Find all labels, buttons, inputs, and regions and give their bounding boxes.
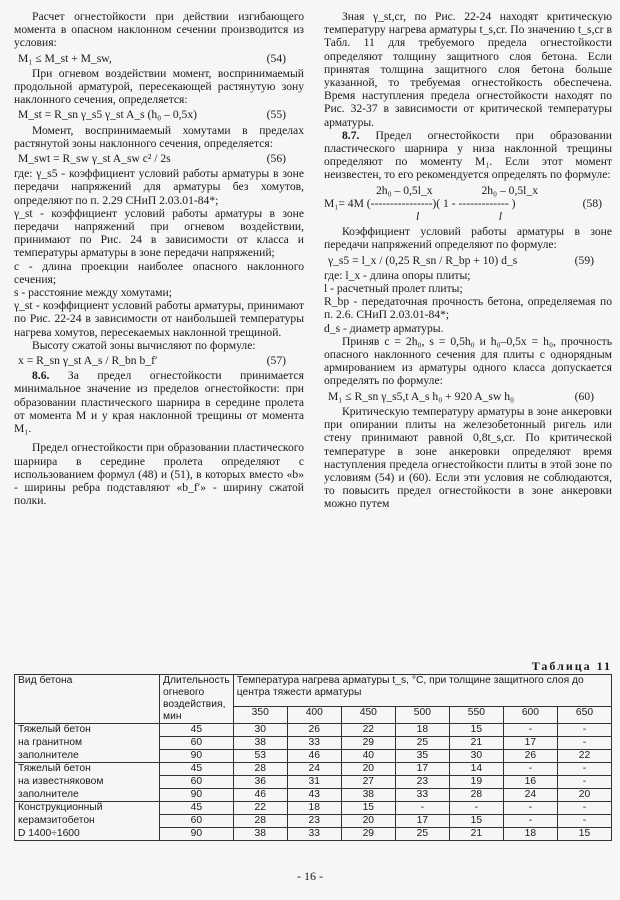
- table-cell: 29: [341, 737, 395, 750]
- table-row: [15, 815, 612, 828]
- formula-57: x = R_sn γ_st A_s / R_bn b_f′ (57): [18, 354, 286, 368]
- table-cell: 17: [395, 815, 449, 828]
- table-cell: 45: [160, 724, 234, 737]
- right-column: [324, 10, 612, 511]
- table-cell: 45: [160, 802, 234, 815]
- table-cell: 27: [341, 776, 395, 789]
- table-cell: 15: [341, 802, 395, 815]
- table-cell: 24: [287, 763, 341, 776]
- table-row: [15, 763, 612, 776]
- concrete-type-cell: на гранитном: [15, 737, 160, 750]
- table-cell: -: [503, 802, 557, 815]
- table-cell: 18: [503, 828, 557, 841]
- table-cell: 26: [503, 750, 557, 763]
- paragraph: Критическую температуру арматуры в зоне анкеровки при опирании плиты на железобетонный ригель или стену принимают равной 0,8t_s,cr. По критической температуре в зоне анкеровки определяют время наступления предела огнестойкости плиты в этой зоне по условиям (54) и (60). Если эти условия не соблюдаются, то повысить предел огнестойкости в зоне анкеровки можно путем: [324, 404, 612, 511]
- formula-59: γ_s5 = l_x / (0,25 R_sn / R_bp + 10) d_s (59): [328, 253, 594, 267]
- table-cell: 21: [449, 828, 503, 841]
- table-cell: 20: [341, 763, 395, 776]
- paragraph: γ_st - коэффициент условий работы арматуры в зоне передачи напряжений при огневом воздействии, принимают по Рис. 24 в зависимости от класса и температуры арматуры в зоне передачи напряжений;: [14, 206, 304, 260]
- column-header-thickness: 450: [341, 707, 395, 724]
- table-cell: 35: [395, 750, 449, 763]
- column-header-thickness: 500: [395, 707, 449, 724]
- table-header-row: [15, 675, 612, 707]
- paragraph: d_s - диаметр арматуры.: [324, 321, 444, 335]
- table-cell: 90: [160, 789, 234, 802]
- concrete-type-cell: Конструкционный: [15, 802, 160, 815]
- table-cell: 15: [557, 828, 611, 841]
- table-cell: -: [395, 802, 449, 815]
- table-cell: -: [449, 802, 503, 815]
- concrete-type-cell: керамзитобетон: [15, 815, 160, 828]
- table-cell: 31: [287, 776, 341, 789]
- table-cell: -: [557, 802, 611, 815]
- paragraph: где: l_x - длина опоры плиты;: [324, 268, 471, 282]
- section-8-7: 8.7. Предел огнестойкости при образовании пластического шарнира у низа наклонной трещины определяют по моменту M₁. Если этот момент неизвестен, то его рекомендуется определять по формуле:: [324, 128, 612, 182]
- column-header-thickness: 550: [449, 707, 503, 724]
- concrete-type-cell: заполнителе: [15, 789, 160, 802]
- table-row: [15, 737, 612, 750]
- table-cell: 22: [233, 802, 287, 815]
- paragraph: Момент, воспринимаемый хомутами в пределах растянутой зоны наклонного сечения, определяется:: [14, 123, 304, 150]
- table-cell: -: [503, 815, 557, 828]
- table-cell: -: [503, 763, 557, 776]
- paragraph: l - расчетный пролет плиты;: [324, 282, 463, 296]
- table-cell: 28: [233, 763, 287, 776]
- concrete-type-cell: Тяжелый бетон: [15, 724, 160, 737]
- table-cell: 14: [449, 763, 503, 776]
- left-column: [14, 10, 304, 507]
- formula-56: M_swt = R_sw γ_st A_sw c² / 2s (56): [18, 152, 286, 166]
- table-cell: -: [557, 815, 611, 828]
- table-cell: 18: [287, 802, 341, 815]
- table-cell: 33: [395, 789, 449, 802]
- table-cell: 20: [557, 789, 611, 802]
- formula-58: 2h₀ – 0,5l_x 2h₀ – 0,5l_x M₁= 4M (----------------)( 1 - ------------- ) (58) l l: [324, 183, 602, 224]
- table-cell: 38: [233, 737, 287, 750]
- table-row: [15, 802, 612, 815]
- table-cell: 45: [160, 763, 234, 776]
- table-cell: -: [503, 724, 557, 737]
- table-cell: 29: [341, 828, 395, 841]
- column-header-thickness: 650: [557, 707, 611, 724]
- column-header-thickness: 400: [287, 707, 341, 724]
- concrete-type-cell: D 1400÷1600: [15, 828, 160, 841]
- formula-55: M_st = R_sn γ_s5 γ_st A_s (h₀ – 0,5x) (55): [18, 108, 286, 122]
- table-cell: 40: [341, 750, 395, 763]
- table-row: [15, 828, 612, 841]
- concrete-type-cell: на известняковом: [15, 776, 160, 789]
- table-cell: 38: [341, 789, 395, 802]
- table-row: [15, 776, 612, 789]
- table-cell: 19: [449, 776, 503, 789]
- table-cell: 43: [287, 789, 341, 802]
- table-cell: 25: [395, 828, 449, 841]
- table-cell: 17: [395, 763, 449, 776]
- table-row: [15, 789, 612, 802]
- table-cell: 90: [160, 828, 234, 841]
- table-cell: 23: [395, 776, 449, 789]
- table-cell: -: [557, 776, 611, 789]
- paragraph: Зная γ_st,cr, по Рис. 22-24 находят критическую температуру нагрева арматуры t_s,cr. По значению t_s,cr в Табл. 11 для требуемого предела огнестойкости определяют толщину защитного слоя бетона. Если принятая толщина защитного слоя бетона больше указанной, то требуемая огнестойкость обеспечена. Время наступления предела огнестойкости находят по Рис. 32-37 в зависимости от критической температуры арматуры.: [324, 10, 612, 129]
- table-cell: 21: [449, 737, 503, 750]
- table-cell: -: [557, 724, 611, 737]
- page-number: - 16 -: [297, 869, 323, 883]
- table-cell: 38: [233, 828, 287, 841]
- column-header-thickness: 350: [233, 707, 287, 724]
- formula-54: M₁ ≤ M_st + M_sw, (54): [18, 51, 286, 65]
- header-cell-duration: Длительность огневого воздействия, мин: [160, 675, 234, 724]
- table-cell: 26: [287, 724, 341, 737]
- table-cell: 30: [449, 750, 503, 763]
- paragraph: Высоту сжатой зоны вычисляют по формуле:: [32, 338, 256, 352]
- table-cell: 15: [449, 815, 503, 828]
- table-cell: 46: [233, 789, 287, 802]
- table-cell: 24: [503, 789, 557, 802]
- table-cell: 60: [160, 776, 234, 789]
- table-cell: 60: [160, 815, 234, 828]
- header-cell-temperature: Температура нагрева арматуры t_s, °C, при толщине защитного слоя до центра тяжести арматуры: [233, 675, 611, 707]
- table-cell: 28: [233, 815, 287, 828]
- paragraph: При огневом воздействии момент, воспринимаемый продольной арматурой, пересекающей растянутую зону наклонного сечения, определяется:: [14, 66, 304, 107]
- table-cell: 18: [395, 724, 449, 737]
- paragraph: s - расстояние между хомутами;: [14, 286, 172, 300]
- table-cell: 16: [503, 776, 557, 789]
- table-cell: 36: [233, 776, 287, 789]
- paragraph: Коэффициент условий работы арматуры в зоне передачи напряжений определяют по формуле:: [324, 225, 612, 252]
- concrete-type-cell: заполнителе: [15, 750, 160, 763]
- header-cell-type: Вид бетона: [15, 675, 160, 724]
- table-cell: 20: [341, 815, 395, 828]
- paragraph: Предел огнестойкости при образовании пластического шарнира в середине пролета определяют с использованием формул (48) и (51), в которых вместо «b» - ширины ребра подставляют «b_f′» - ширину сжатой полки.: [14, 441, 304, 508]
- table-cell: 46: [287, 750, 341, 763]
- table-cell: 33: [287, 737, 341, 750]
- table-cell: 17: [503, 737, 557, 750]
- table-cell: 53: [233, 750, 287, 763]
- section-8-6: 8.6. За предел огнестойкости принимается минимальное значение из пределов огнестойкости: при образовании пластического шарнира в середине пролета от момента M и у края наклонной трещины от момента M₁.: [14, 369, 304, 436]
- paragraph: c - длина проекции наиболее опасного наклонного сечения;: [14, 259, 304, 286]
- paragraph: R_bp - передаточная прочность бетона, определяемая по п. 2.6. СНиП 2.03.01-84*;: [324, 295, 612, 322]
- table-cell: -: [557, 763, 611, 776]
- table-cell: 22: [557, 750, 611, 763]
- table-cell: 25: [395, 737, 449, 750]
- table-cell: -: [557, 737, 611, 750]
- table-cell: 22: [341, 724, 395, 737]
- table-cell: 60: [160, 737, 234, 750]
- table-cell: 28: [449, 789, 503, 802]
- table-row: [15, 750, 612, 763]
- table-cell: 15: [449, 724, 503, 737]
- table-title: Таблица 11: [531, 659, 612, 673]
- table-cell: 33: [287, 828, 341, 841]
- table-11: [14, 674, 612, 841]
- table-cell: 90: [160, 750, 234, 763]
- paragraph: Расчет огнестойкости при действии изгибающего момента в опасном наклонном сечении производится из условия:: [14, 10, 304, 50]
- paragraph: где: γ_s5 - коэффициент условий работы арматуры в зоне передачи напряжений для арматуры без хомутов, определяют по п. 2.29 СНиП 2.03.01-84*;: [14, 167, 304, 207]
- paragraph: Приняв c = 2h₀, s = 0,5h₀ и h₀–0,5x = h₀, прочность опасного наклонного сечения для плиты с однорядным армированием из арматуры одного класса допускается определять по формуле:: [324, 334, 612, 388]
- table-cell: 30: [233, 724, 287, 737]
- column-header-thickness: 600: [503, 707, 557, 724]
- concrete-type-cell: Тяжелый бетон: [15, 763, 160, 776]
- table-row: [15, 724, 612, 737]
- table-cell: 23: [287, 815, 341, 828]
- formula-60: M₁ ≤ R_sn γ_s5,t A_s h₀ + 920 A_sw h₀ (60): [328, 389, 594, 403]
- paragraph: γ_st - коэффициент условий работы арматуры, принимают по Рис. 22-24 в зависимости от наибольшей температуры нагрева хомутов, пересекаемых наклонной трещиной.: [14, 299, 304, 339]
